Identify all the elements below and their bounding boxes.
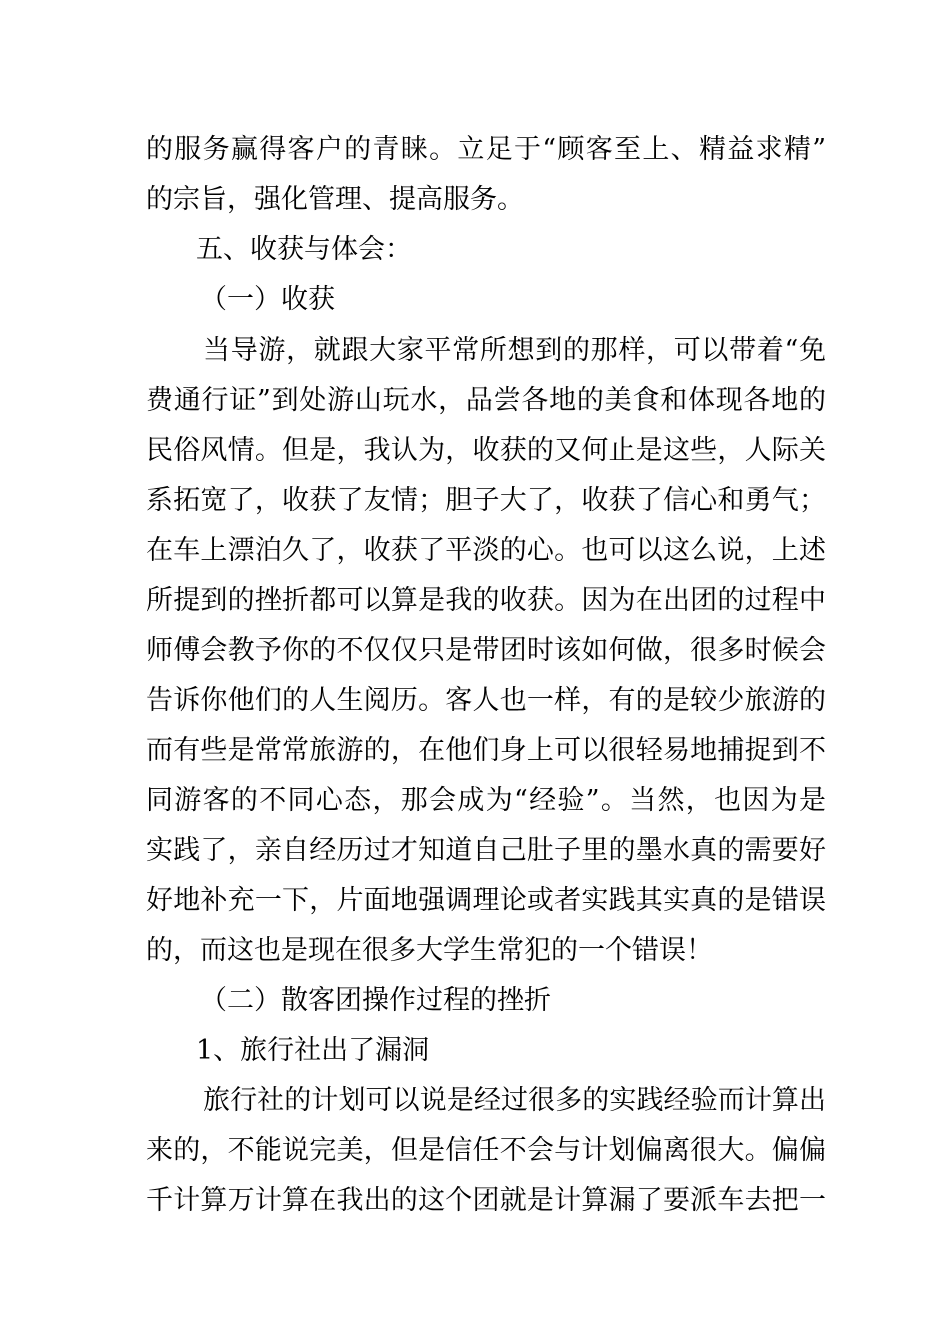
paragraph-line: 师傅会教予你的不仅仅只是带团时该如何做，很多时候会	[146, 635, 826, 666]
paragraph-line: 旅行社的计划可以说是经过很多的实践经验而计算出	[203, 1085, 826, 1116]
paragraph-line: 民俗风情。但是，我认为，收获的又何止是这些，人际关	[146, 435, 826, 466]
paragraph-line: 同游客的不同心态，那会成为“经验”。当然，也因为是	[146, 785, 826, 816]
item-heading: 1、旅行社出了漏洞	[196, 1035, 430, 1066]
paragraph-line: 在车上漂泊久了，收获了平淡的心。也可以这么说，上述	[146, 535, 826, 566]
paragraph-line: 费通行证”到处游山玩水，品尝各地的美食和体现各地的	[146, 385, 826, 416]
paragraph-line: 告诉你他们的人生阅历。客人也一样，有的是较少旅游的	[146, 685, 826, 716]
paragraph-line: 千计算万计算在我出的这个团就是计算漏了要派车去把一	[146, 1185, 826, 1216]
subsection-heading: （二）散客团操作过程的挫折	[200, 985, 551, 1016]
paragraph-line: 所提到的挫折都可以算是我的收获。因为在出团的过程中	[146, 585, 826, 616]
paragraph-line: 而有些是常常旅游的，在他们身上可以很轻易地捕捉到不	[146, 735, 826, 766]
paragraph-line: 来的，不能说完美，但是信任不会与计划偏离很大。偏偏	[146, 1135, 826, 1166]
paragraph-line: 的服务赢得客户的青睐。立足于“顾客至上、精益求精”	[146, 134, 826, 165]
subsection-heading: （一）收获	[200, 284, 335, 315]
paragraph-line: 好地补充一下，片面地强调理论或者实践其实真的是错误	[146, 885, 826, 916]
paragraph-line: 当导游，就跟大家平常所想到的那样，可以带着“免	[203, 335, 826, 366]
paragraph-line: 实践了，亲自经历过才知道自己肚子里的墨水真的需要好	[146, 835, 826, 866]
paragraph-line: 的宗旨，强化管理、提高服务。	[146, 184, 524, 215]
section-heading: 五、收获与体会：	[196, 234, 412, 265]
paragraph-line: 系拓宽了，收获了友情；胆子大了，收获了信心和勇气；	[146, 485, 826, 516]
paragraph-line: 的，而这也是现在很多大学生常犯的一个错误！	[146, 935, 713, 966]
